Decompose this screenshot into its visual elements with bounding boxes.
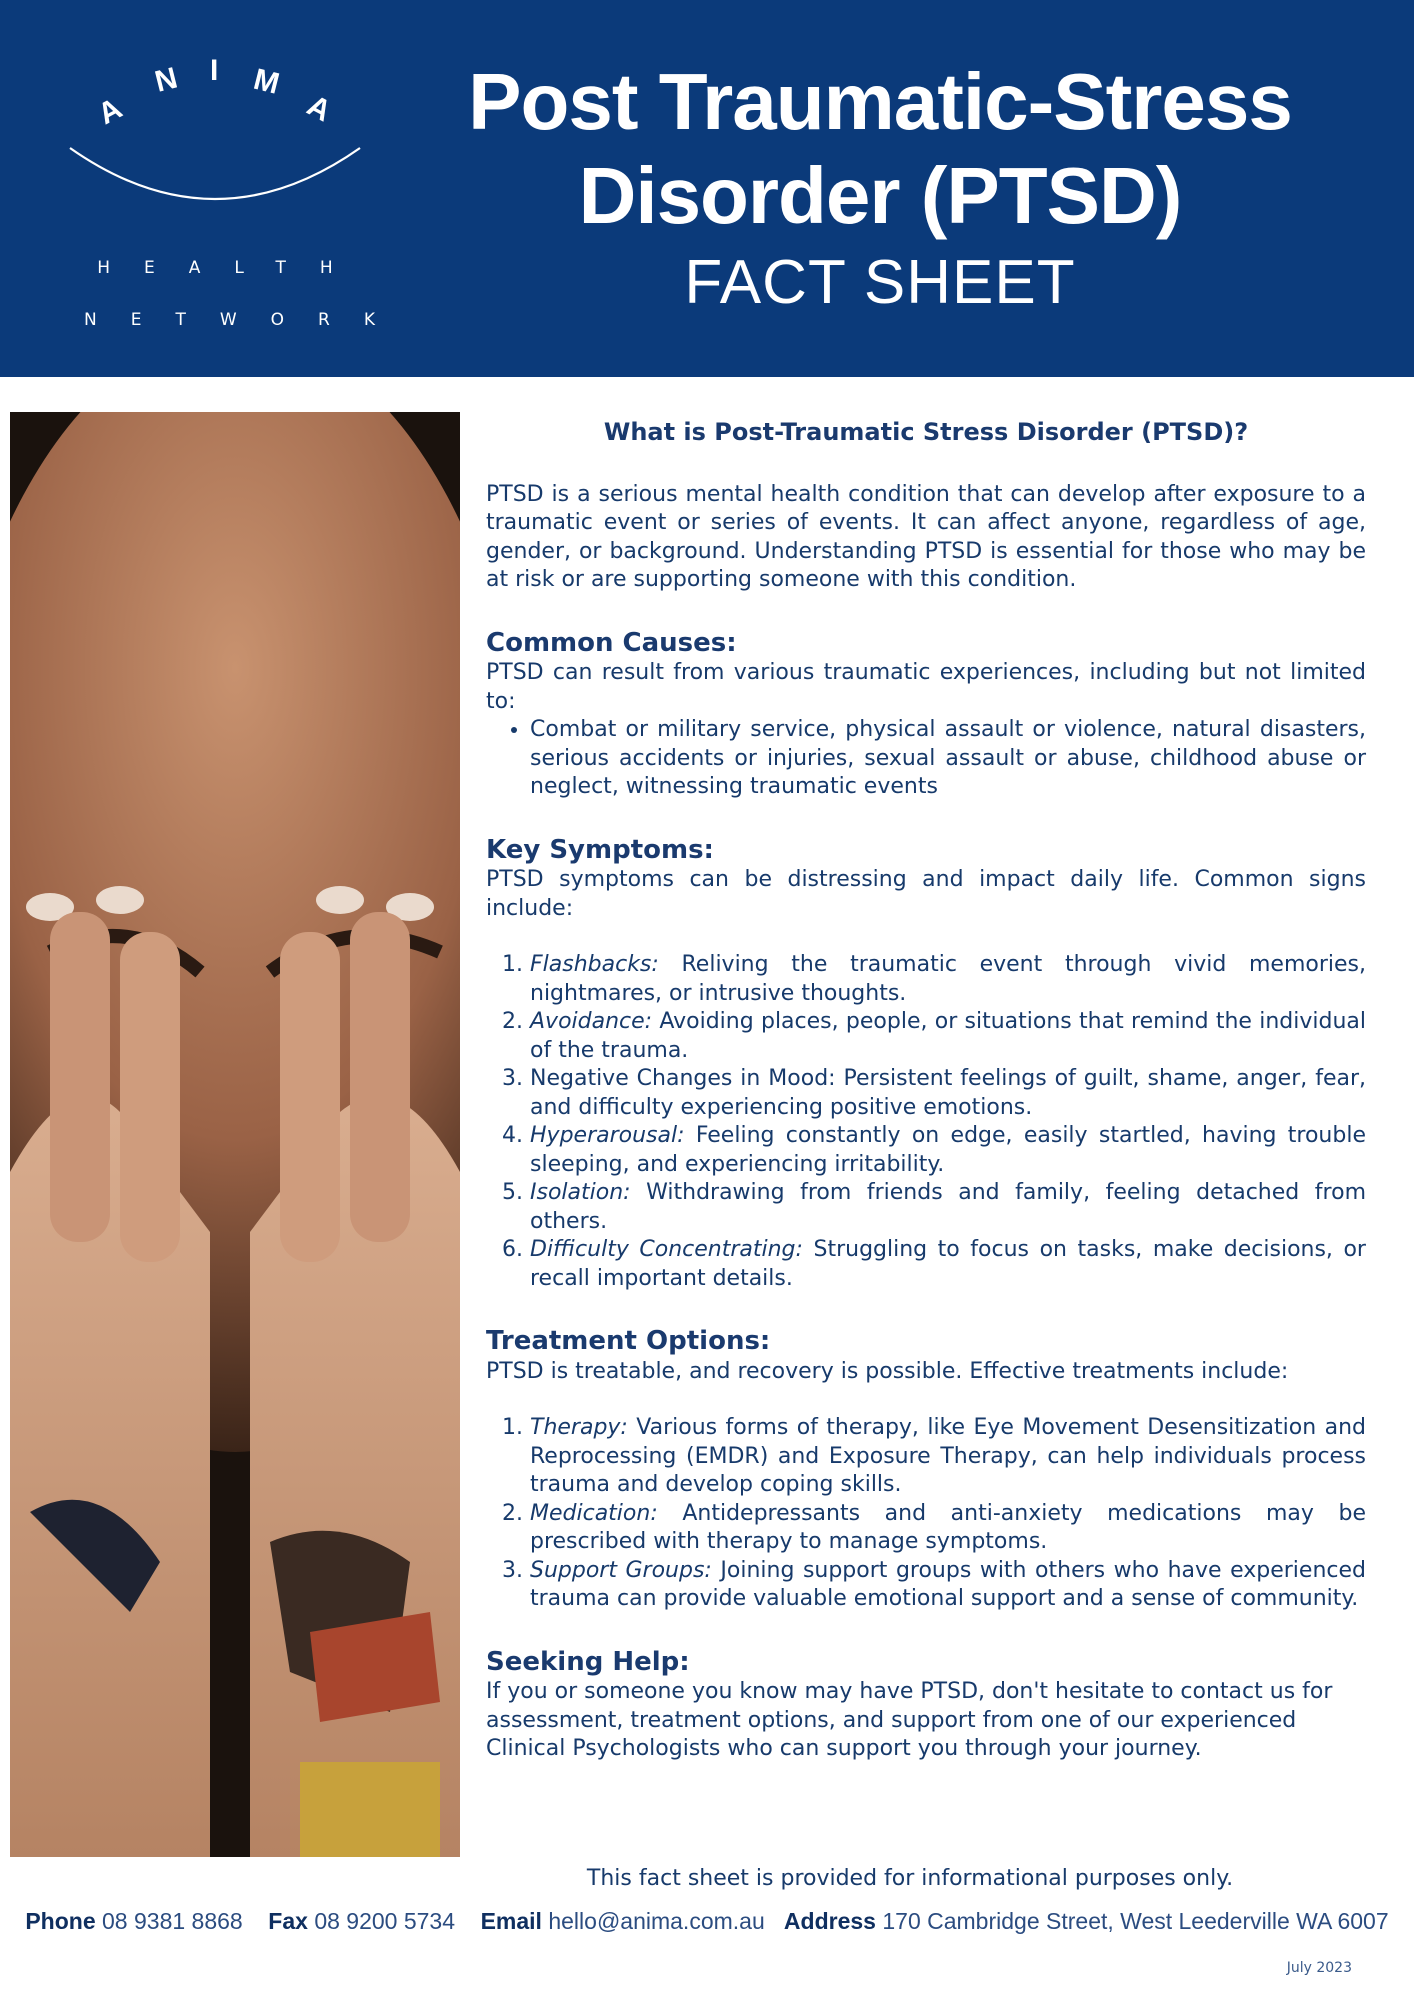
photo-illustration-icon xyxy=(10,412,460,1857)
symptoms-text: PTSD symptoms can be distressing and impact daily life. Common signs include: xyxy=(486,867,1366,921)
list-item xyxy=(530,1122,1366,1179)
list-item xyxy=(530,951,1366,1008)
logo-word-health: HEALTH xyxy=(97,258,367,278)
publish-date: July 2023 xyxy=(1286,1960,1352,1976)
intro-text: PTSD is a serious mental health condition that can develop after exposure to a traumatic event or series of events. It can affect anyone, regardless of age, gender, or background. Understanding PTSD is essential for those who may be at risk or are supporting someone with this condition. xyxy=(486,481,1366,592)
email-link[interactable]: hello@anima.com.au xyxy=(548,1908,765,1934)
page-title-line2: Disorder (PTSD) xyxy=(578,151,1182,240)
logo-letter: M xyxy=(250,62,283,101)
treatment-list xyxy=(486,1414,1366,1614)
fax-number: 08 9200 5734 xyxy=(314,1908,456,1934)
symptom-desc: Reliving the traumatic event through vivid memories, nightmares, or intrusive thoughts. xyxy=(530,952,1366,1006)
address-text: 170 Cambridge Street, West Leederville WA 6007 xyxy=(882,1908,1389,1934)
logo-word-network: NETWORK xyxy=(84,310,409,330)
phone-label: Phone xyxy=(25,1908,96,1934)
intro-heading: What is Post-Traumatic Stress Disorder (PTSD)? xyxy=(603,418,1249,446)
email-label: Email xyxy=(480,1908,542,1934)
causes-heading: Common Causes: xyxy=(486,627,737,658)
logo-letter: A xyxy=(92,91,128,132)
phone-number[interactable]: 08 9381 8868 xyxy=(102,1908,243,1934)
causes-text: PTSD can result from various traumatic experiences, including but not limited to: xyxy=(486,660,1366,714)
logo-letter: A xyxy=(301,89,337,129)
list-item xyxy=(530,1008,1366,1065)
page-title-line1: Post Traumatic-Stress xyxy=(468,57,1292,146)
symptom-term: Flashbacks: xyxy=(530,952,659,977)
title-block xyxy=(430,55,1330,323)
treatment-heading: Treatment Options: xyxy=(486,1326,771,1356)
list-item xyxy=(530,1179,1366,1236)
person-covering-face-photo xyxy=(10,412,460,1857)
symptom-desc: Avoiding places, people, or situations that remind the individual of the trauma. xyxy=(530,1009,1366,1063)
list-item xyxy=(530,1236,1366,1293)
symptoms-list xyxy=(486,951,1366,1293)
treatment-term: Support Groups: xyxy=(530,1557,712,1583)
symptom-term: Avoidance: xyxy=(530,1009,653,1034)
header-banner xyxy=(0,0,1414,377)
symptom-desc: Withdrawing from friends and family, feeling detached from others. xyxy=(530,1180,1366,1234)
list-item xyxy=(530,1557,1366,1614)
symptom-term: Hyperarousal: xyxy=(530,1123,685,1148)
treatment-term: Medication: xyxy=(530,1500,658,1526)
logo-smile-icon xyxy=(50,40,380,240)
address-label: Address xyxy=(783,1908,876,1934)
list-item xyxy=(530,1065,1366,1122)
symptom-term: Isolation: xyxy=(530,1180,631,1205)
logo-letter: I xyxy=(210,54,219,87)
treatment-text: PTSD is treatable, and recovery is possible. Effective treatments include: xyxy=(486,1358,1289,1384)
list-item xyxy=(530,1414,1366,1500)
list-item xyxy=(530,1500,1366,1557)
symptom-desc: Struggling to focus on tasks, make decisions, or recall important details. xyxy=(530,1237,1366,1291)
disclaimer: This fact sheet is provided for informational purposes only. xyxy=(586,1866,1234,1891)
treatment-desc: Various forms of therapy, like Eye Movement Desensitization and Reprocessing (EMDR) and Exposure Therapy, can help individuals process trauma and develop coping skills. xyxy=(530,1415,1366,1497)
symptom-desc: Feeling constantly on edge, easily startled, having trouble sleeping, and experiencing irritability. xyxy=(530,1123,1366,1177)
list-item: • Combat or military service, physical assault or violence, natural disasters, serious accidents or injuries, sexual assault or abuse, childhood abuse or neglect, witnessing traumatic events xyxy=(530,716,1366,802)
main-content xyxy=(486,418,1366,1764)
page-subtitle: FACT SHEET xyxy=(684,248,1076,317)
contact-bar xyxy=(0,1908,1414,1935)
help-heading: Seeking Help: xyxy=(486,1646,690,1677)
causes-list xyxy=(486,716,1366,802)
logo-letter: N xyxy=(151,61,181,99)
symptoms-heading: Key Symptoms: xyxy=(486,834,714,865)
treatment-term: Therapy: xyxy=(530,1415,628,1440)
symptom-term: Difficulty Concentrating: xyxy=(530,1237,803,1262)
treatment-desc: Antidepressants and anti-anxiety medications may be prescribed with therapy to manage symptoms. xyxy=(530,1500,1366,1554)
symptom-desc: Negative Changes in Mood: Persistent feelings of guilt, shame, anger, fear, and difficulty experiencing positive emotions. xyxy=(530,1066,1366,1120)
help-text: If you or someone you know may have PTSD, don't hesitate to contact us for assessment, treatment options, and support from one of our experienced Clinical Psychologists who can support you through your journey. xyxy=(486,1679,1333,1761)
treatment-desc: Joining support groups with others who have experienced trauma can provide valuable emotional support and a sense of community. xyxy=(530,1557,1366,1611)
anima-logo xyxy=(50,40,409,350)
fax-label: Fax xyxy=(268,1908,308,1934)
